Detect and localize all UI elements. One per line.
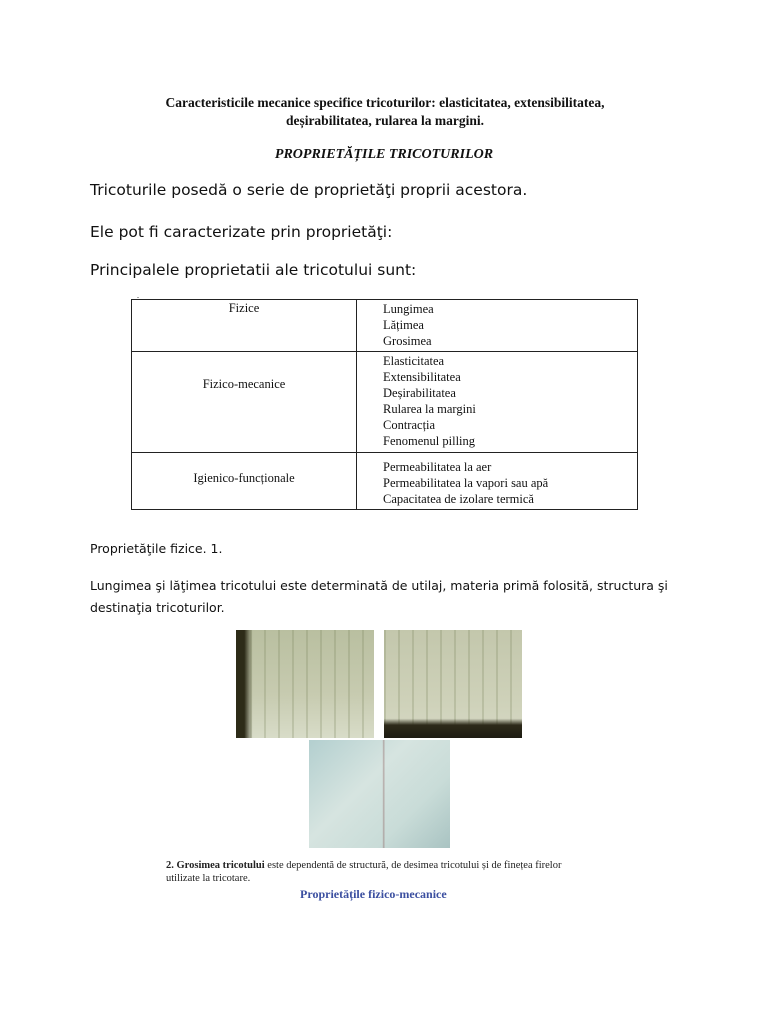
- table-row: [132, 452, 638, 509]
- list-item: Capacitatea de izolare termică: [383, 491, 534, 506]
- characterization-paragraph: Ele pot fi caracterizate prin proprietăţi:: [90, 223, 393, 241]
- properties-table: [131, 299, 638, 510]
- caption-bold: 2. Grosimea tricotului: [166, 860, 265, 871]
- category-cell: Fizico-mecanice: [132, 351, 357, 452]
- list-item: Fenomenul pilling: [383, 433, 476, 448]
- title-line-2: deșirabilitatea, rularea la margini.: [285, 113, 485, 128]
- knit-fabric-photo: [236, 630, 374, 738]
- category-cell: Fizice: [132, 300, 357, 352]
- table-row: [132, 300, 638, 352]
- list-item: Lungimea: [383, 302, 434, 316]
- intro-paragraph: Tricoturile posedă o serie de proprietăţi proprii acestora.: [90, 181, 528, 199]
- stray-dot-mark: .: [137, 291, 139, 300]
- knit-fabric-photo: [309, 740, 450, 848]
- caption-text: este dependentă de structură, de desimea tricotului și de finețea firelor utilizate la tricotare.: [166, 860, 562, 884]
- items-cell: [357, 300, 638, 352]
- list-item: Permeabilitatea la vapori sau apă: [383, 475, 549, 490]
- list-item: Elasticitatea: [383, 353, 445, 368]
- list-item: Contracția: [383, 417, 436, 432]
- document-title: [120, 94, 650, 130]
- section-subtitle: PROPRIETĂȚILE TRICOTURILOR: [274, 147, 494, 162]
- knit-fabric-photo: [384, 630, 522, 738]
- table-row: [132, 351, 638, 452]
- title-line-1: Caracteristicile mecanice specifice tricoturilor: elasticitatea, extensibilitatea,: [165, 95, 605, 110]
- list-item: Grosimea: [383, 334, 432, 348]
- list-item: Deșirabilitatea: [383, 385, 456, 400]
- category-cell: Igienico-funcționale: [132, 452, 357, 509]
- length-width-paragraph: Lungimea şi lăţimea tricotului este determinată de utilaj, materia primă folosită, structura şi destinaţia tricoturilor.: [90, 578, 668, 615]
- list-item: Lățimea: [383, 318, 424, 332]
- list-item: Rularea la margini: [383, 401, 476, 416]
- physical-properties-heading: Proprietăţile fizice. 1.: [90, 541, 223, 556]
- list-item: Permeabilitatea la aer: [383, 459, 492, 474]
- items-cell: [357, 452, 638, 509]
- items-cell: [357, 351, 638, 452]
- main-properties-paragraph: Principalele proprietatii ale tricotului sunt:: [90, 261, 417, 279]
- list-item: Extensibilitatea: [383, 369, 461, 384]
- thickness-caption: [166, 859, 596, 885]
- section-heading: Proprietățile fizico-mecanice: [300, 887, 447, 901]
